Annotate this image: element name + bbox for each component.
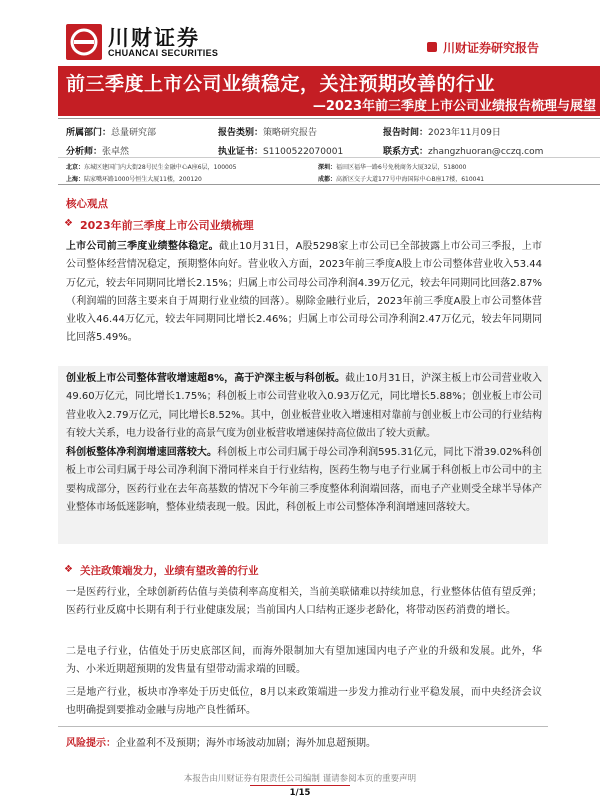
page-number: 1/15: [289, 788, 311, 798]
meta-analyst: 分析师：张卓然: [66, 147, 130, 157]
meta-top-divider: [58, 118, 600, 119]
paragraph: 科创板整体净利润增速回落较大。科创板上市公司归属于母公司净利润595.31亿元，同比下滑39.02%科创板上市公司归属于母公司净利润下滑同样来自于行业结构，医药生物与电子行业属于科创板上市公司中的主要构成部分，医药行业在去年高基数的情况下今年前三季度整体利润端回落，而电子产业则受全球半导体产业整体市场低迷影响，整体业绩表现一般。因此，科创板上市公司整体净利润增速回落较大。: [66, 447, 543, 513]
logo-text: 川财证券: [108, 26, 200, 50]
paragraph: 上市公司前三季度业绩整体稳定。截止10月31日，A股5298家上市公司已全部披露上市公司三季报，上市公司整体经营情况稳定，预期整体向好。营业收入方面，2023年前三季度A股上市公司整体营业收入53.44万亿元，较去年同期同比增长2.15%；归属上市公司母公司净利润4.39万亿元，较去年同期同比回落2.87%（利润端的回落主要来自于周期行业业绩的回落）。剔除金融行业后，2023年前三季度A股上市公司整体营业收入46.44万亿元，较去年同期同比增长2.46%；归属上市公司母公司净利润2.47万亿元，较去年同期同比回落5.49%。: [66, 241, 542, 344]
footer-line: [250, 785, 350, 786]
address-shenzhen: 深圳：福田区福华一路6号免税商务大厦32层，518000: [318, 164, 467, 171]
paragraph: 创业板上市公司整体营收增速超8%，高于沪深主板与科创板。截止10月31日，沪深主板上市公司营业收入49.60万亿元，同比增长1.75%；科创板上市公司营业收入0.93万亿元，同比增长5.88%；创业板上市公司营业收入2.79万亿元，同比增长8.52%。其中，创业板营业收入增速相对靠前与创业板上市公司的行业结构有较大关系，电力设备行业的高景气度为创业板营收增速保持高位做出了较大贡献。: [66, 373, 542, 439]
risk-warning: 风险提示：企业盈利不及预期；海外市场波动加剧；海外加息超预期。: [66, 738, 376, 749]
section-heading: 关注政策端发力，业绩有望改善的行业: [80, 565, 259, 577]
address-shanghai: 上海：陆家嘴环路1000号恒生大厦11楼，200120: [66, 176, 202, 183]
core-views-label: 核心观点: [66, 198, 108, 210]
meta-mid-divider: [58, 157, 600, 158]
meta-time: 报告时间：2023年11月09日: [383, 128, 501, 138]
logo-mark-icon: [66, 24, 102, 60]
report-title: 前三季度上市公司业绩稳定，关注预期改善的行业: [66, 73, 496, 95]
report-tag: 川财证券研究报告: [443, 41, 540, 55]
paragraph: 一是医药行业，全球创新药估值与美债利率高度相关，当前美联储难以持续加息，行业整体估值有望反弹；医药行业反腐中长期有利于行业健康发展；当前国内人口结构正逐步老龄化，将带动医药消费的增长。: [66, 587, 542, 617]
risk-divider: [58, 726, 548, 727]
footer-disclaimer: 本报告由川财证券有限责任公司编制 谨请参阅本页的重要声明: [183, 774, 417, 784]
section-heading: 2023年前三季度上市公司业绩梳理: [80, 219, 254, 232]
address-beijing: 北京：东城区建国门内大街28号民生金融中心A座6层，100005: [66, 164, 237, 171]
meta-contact[interactable]: 联系方式：zhangzhuoran@cczq.com: [383, 147, 544, 157]
paragraph: 二是电子行业，估值处于历史底部区间，而海外限制加大有望加速国内电子产业的升级和发展。此外，华为、小米近期超预期的发售量有望带动需求端的回暖。: [66, 646, 542, 676]
meta-dept: 所属部门：总量研究部: [66, 128, 157, 138]
meta-type: 报告类别：策略研究报告: [218, 128, 318, 138]
bullet-icon: ❖: [64, 564, 73, 575]
report-tag-icon: [427, 42, 437, 52]
meta-cert: 执业证书：S1100522070001: [218, 147, 344, 157]
paragraph: 三是地产行业，板块市净率处于历史低位，8月以来政策端进一步发力推动行业平稳发展，而中央经济会议也明确提到要推动金融与房地产良性循环。: [66, 687, 542, 717]
bullet-icon: ❖: [64, 218, 73, 229]
address-chengdu: 成都：高新区交子大道177号中海国际中心B座17楼，610041: [318, 176, 485, 183]
meta-bottom-divider: [58, 184, 600, 185]
logo-text-en: CHUANCAI SECURITIES: [108, 48, 219, 58]
report-subtitle: —2023年前三季度上市公司业绩报告梳理与展望: [312, 99, 596, 114]
